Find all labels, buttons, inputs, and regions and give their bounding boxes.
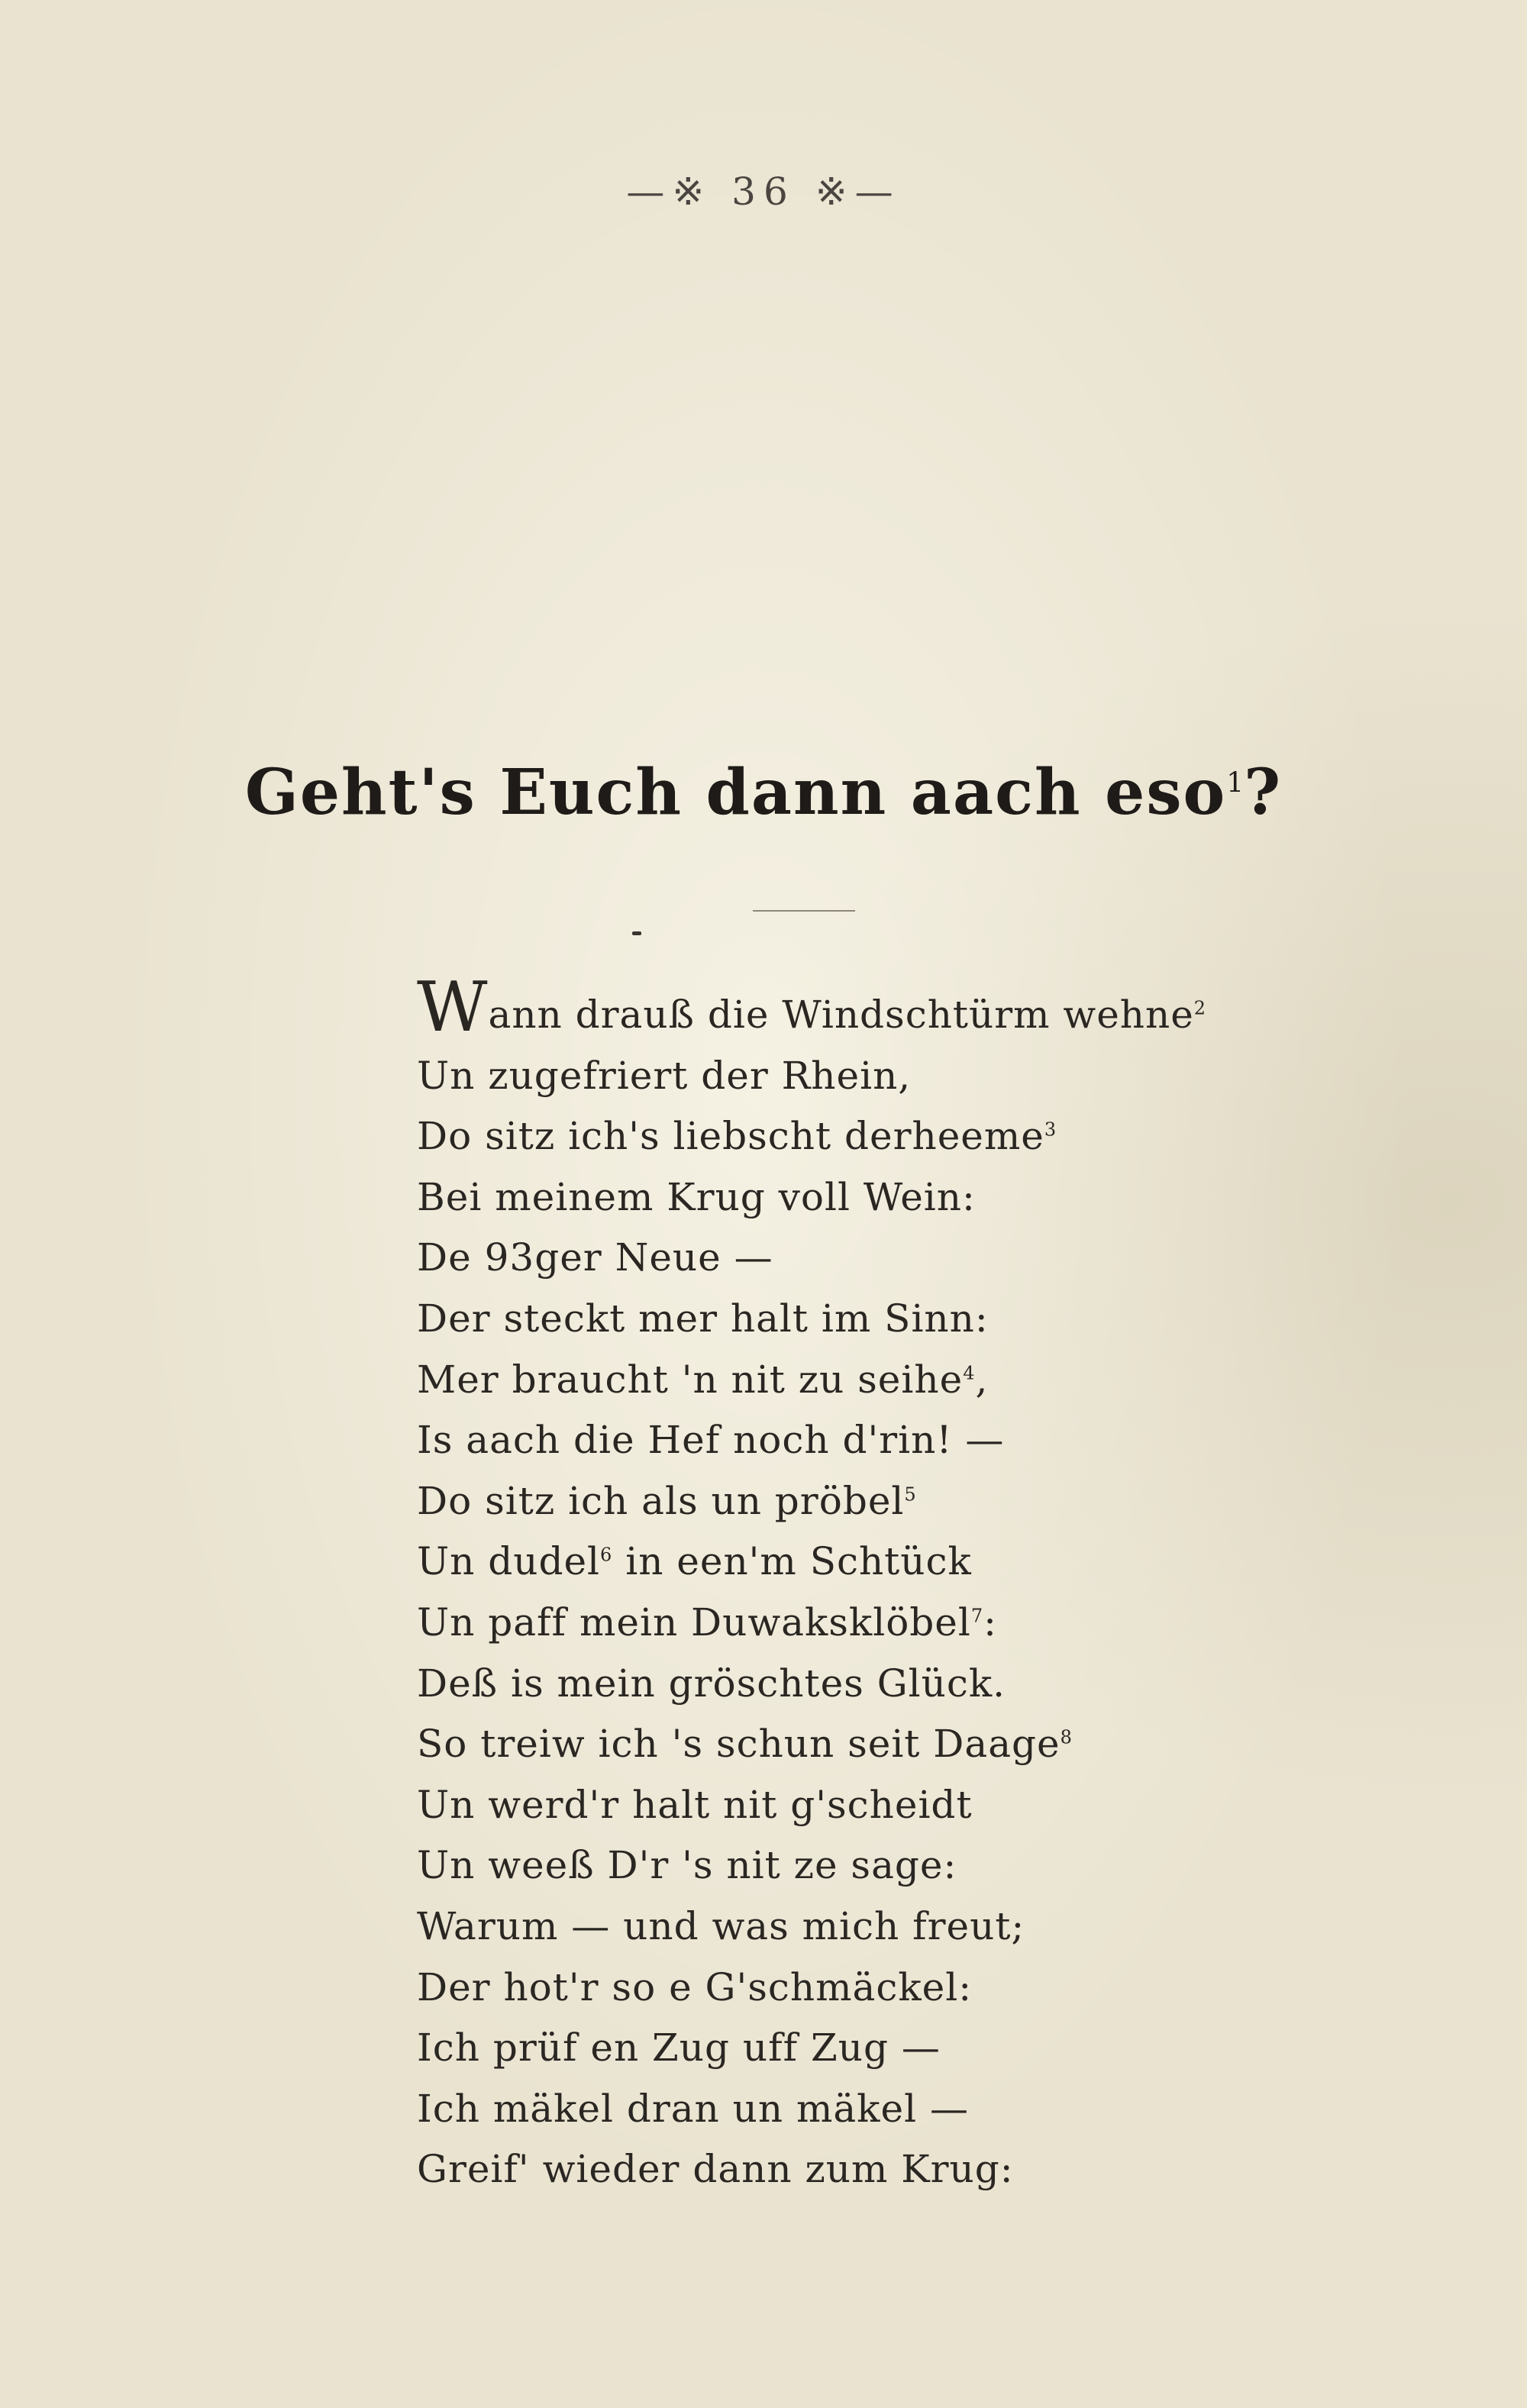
poem-line-text: Is aach die Hef noch d'rin! — [417, 1418, 1005, 1463]
poem-line [417, 2139, 1409, 2200]
poem-line-text: Der hot'r so e G'schmäckel: [417, 1964, 973, 2009]
poem-line [417, 1532, 1409, 1593]
poem-line [417, 1228, 1409, 1289]
poem-line-text: Do sitz ich als un pröbel [417, 1478, 905, 1523]
poem-line [417, 1046, 1409, 1107]
poem-line-text: Un dudel [417, 1539, 601, 1584]
poem-body [417, 967, 1409, 2200]
poem-line [417, 2079, 1409, 2140]
poem-line-text: Der steckt mer halt im Sinn: [417, 1296, 989, 1341]
poem-line [417, 2018, 1409, 2079]
poem-line [417, 1471, 1409, 1532]
poem-line-text: Un paff mein Duwaksklöbel [417, 1599, 971, 1645]
title-separator-rule [753, 910, 855, 912]
poem-line-text: Warum — und was mich freut; [417, 1903, 1025, 1948]
poem-line [417, 1106, 1409, 1167]
poem-line-text: Un zugefriert der Rhein, [417, 1053, 912, 1098]
ink-dot-mark [632, 931, 641, 935]
footnote-marker: 2 [1193, 997, 1207, 1019]
poem-line-text: Ich prüf en Zug uff Zug — [417, 2025, 941, 2071]
poem-line-tail: in een'm Schtück [612, 1539, 972, 1584]
poem-line [417, 1654, 1409, 1715]
poem-title-text: Geht's Euch dann aach eso [244, 756, 1227, 829]
footnote-marker: 8 [1060, 1726, 1073, 1748]
poem-line-text: De 93ger Neue — [417, 1235, 773, 1280]
poem-line [417, 1410, 1409, 1471]
poem-line [417, 1835, 1409, 1896]
title-footnote-marker: 1 [1226, 767, 1245, 799]
page-number-header: —※ 36 ※— [626, 169, 901, 214]
poem-line [417, 1593, 1409, 1654]
poem-line-text: So treiw ich 's schun seit Daage [417, 1722, 1061, 1767]
poem-line [417, 967, 1409, 1047]
drop-initial: W [417, 967, 489, 1047]
poem-line-tail: : [983, 1599, 998, 1645]
poem-line [417, 1289, 1409, 1350]
footnote-marker: 7 [970, 1605, 984, 1627]
poem-line-text: Deß is mein gröschtes Glück. [417, 1661, 1006, 1706]
footnote-marker: 5 [904, 1483, 917, 1506]
poem-line [417, 1350, 1409, 1411]
poem-line [417, 1714, 1409, 1775]
footnote-marker: 6 [600, 1544, 613, 1566]
poem-line-text: Bei meinem Krug voll Wein: [417, 1174, 976, 1219]
poem-line-tail: , [975, 1357, 989, 1402]
poem-line-text: Un weeß D'r 's nit ze sage: [417, 1843, 957, 1888]
poem-line [417, 1896, 1409, 1958]
poem-line-text: ann drauß die Windschtürm wehne [488, 993, 1194, 1037]
poem-line-text: Ich mäkel dran un mäkel — [417, 2086, 969, 2131]
poem-line-text: Greif' wieder dann zum Krug: [417, 2147, 1014, 2192]
poem-line-text: Un werd'r halt nit g'scheidt [417, 1782, 973, 1827]
poem-title [0, 756, 1527, 829]
poem-line-text: Do sitz ich's liebscht derheeme [417, 1114, 1044, 1159]
poem-title-question-mark: ? [1244, 756, 1283, 829]
poem-line [417, 1958, 1409, 2019]
footnote-marker: 4 [963, 1361, 976, 1383]
poem-line [417, 1167, 1409, 1228]
poem-line [417, 1775, 1409, 1836]
poem-line-text: Mer braucht 'n nit zu seihe [417, 1357, 964, 1402]
footnote-marker: 3 [1044, 1118, 1057, 1141]
